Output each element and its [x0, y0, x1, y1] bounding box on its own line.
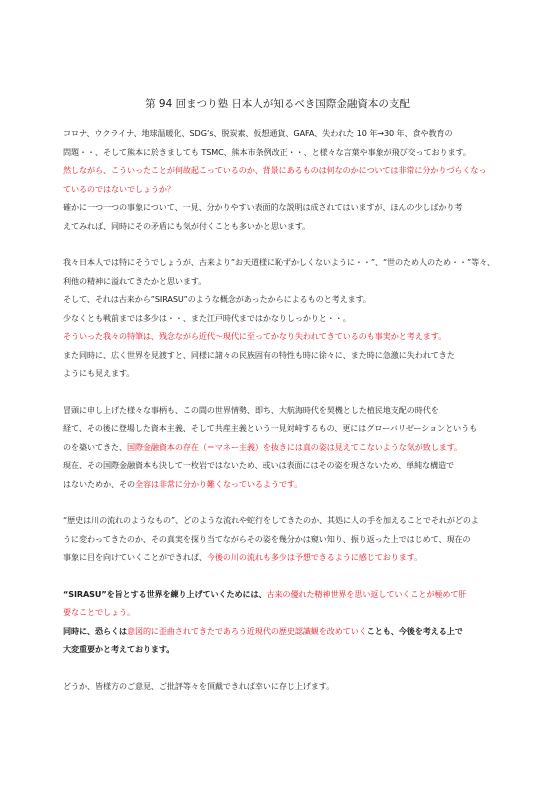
paragraph — [63, 124, 503, 235]
body-text: 大変重要かと考えております。 — [63, 644, 175, 654]
text-line — [63, 143, 503, 162]
text-line — [63, 346, 503, 365]
paragraph — [63, 253, 503, 383]
text-line — [63, 198, 503, 217]
body-text: ことも、今後を考える上で — [366, 625, 463, 636]
paragraph — [63, 511, 503, 567]
highlighted-text: 今後の川の流れも多少は予想できるように感じております。 — [206, 552, 423, 562]
text-line — [63, 124, 503, 143]
text-line — [63, 511, 503, 530]
highlighted-text: 全容は非常に分かり難くなっているようです。 — [134, 478, 303, 489]
text-line — [63, 364, 503, 383]
paragraph — [63, 677, 503, 696]
body-text: 少なくとも戦前までは多少は・・、また江戸時代まではかなりしっかりと・・。 — [63, 312, 351, 323]
body-text: 我々日本人では特にそうでしょうが、古来より”お天道様に恥ずかしくないように・・”、“世のため人のため・・”等々、 — [63, 257, 496, 267]
text-line — [63, 309, 503, 328]
text-line — [63, 327, 503, 346]
body-text: “歴史は川の流れのようなもの”、どのような流れや蛇行をしてきたのか、其処に人の手を加えることでそれがどのよ — [63, 515, 479, 525]
body-text: うに変わってきたのか、その真実を探り当てながらその姿を幾分かは窺い知り、振り返った上ではじめて、現在の — [63, 533, 471, 544]
body-text: ようにも見えます。 — [63, 368, 135, 378]
page-title: 第 94 回まつり塾 日本人が知るべき国際金融資本の支配 — [145, 98, 410, 110]
body-text: 利他の精神に溢れてきたかと思います。 — [63, 275, 207, 286]
text-line — [63, 419, 503, 438]
body-text: はないためか、その — [63, 478, 135, 489]
document-body — [63, 124, 503, 695]
body-text: コロナ、ウクライナ、地球温暖化、SDG’s、脱炭素、仮想通貨、GAFA、失われた 10 年→30 年、食や教育の — [63, 128, 453, 138]
body-text: えてみれば、同時にその矛盾にも気が付くことも多いかと思います。 — [63, 220, 311, 231]
body-text: “SIRASU”を旨とする世界を練り上げていくためには、 — [63, 588, 267, 599]
paragraph — [63, 585, 503, 659]
highlighted-text: ているのではないでしょうか？ — [63, 183, 175, 194]
text-line — [63, 622, 503, 641]
paragraph-gap — [63, 383, 503, 401]
text-line — [63, 530, 503, 549]
body-text: 確かに一つ一つの事象について、一見、分かりやすい表面的な説明は成されてはいますが、ほんの少しばかり考 — [63, 202, 463, 212]
text-line — [63, 401, 503, 420]
body-text: 経て、その後に登場した資本主義、そして共産主義という一見対峙するもの、更にはグローバリゼーションというも — [63, 423, 478, 433]
text-line — [63, 272, 503, 291]
text-line — [63, 585, 503, 604]
text-line — [63, 180, 503, 199]
text-line — [63, 253, 503, 272]
highlighted-text: 古来の優れた精神世界を思い返していくことが極めて肝 — [266, 588, 467, 599]
paragraph — [63, 401, 503, 494]
body-text: そして、それは古来から”SIRASU”のような概念があったからによるものと考えます。 — [63, 294, 371, 304]
paragraph-gap — [63, 235, 503, 253]
highlighted-text: 国際金融資本の存在（＝マネー主義）を抜きには真の姿は見えてこないような気が致します。 — [126, 441, 463, 452]
highlighted-text: 意図的に歪曲されてきたであろう近現代の歴史認識観を改めていく — [126, 625, 367, 636]
highlighted-text: そういった我々の特筆は、残念ながら近代～現代に至ってかなり失われてきているのも事実かと考えます。 — [63, 331, 447, 341]
text-line — [63, 677, 503, 696]
body-text: どうか、皆様方のご意見、ご批評等々を頂戴できれば幸いに存じ上げます。 — [63, 680, 335, 691]
body-text: 問題・・、そして熊本に於きましても TSMC、熊本市条例改正・・、と様々な言葉や事象が飛び交っております。 — [63, 146, 471, 157]
highlighted-text: 然しながら、こういったことが何故起こっているのか、背景にあるものは何なのかについては非常に分かりづらくなっ — [63, 165, 487, 175]
text-line — [63, 290, 503, 309]
text-line — [63, 438, 503, 457]
paragraph-gap — [63, 659, 503, 677]
body-text: また同時に、広く世界を見渡すと、同様に諸々の民族固有の特性も時に徐々に、また時に急激に失われてきた — [63, 349, 455, 360]
body-text: のを築いてきた、 — [63, 441, 127, 452]
paragraph-gap — [63, 567, 503, 585]
body-text: 現在、その国際金融資本も決して一枚岩ではないため、或いは表面にはその姿を現さないため、単純な構造で — [63, 460, 455, 470]
paragraph-gap — [63, 493, 503, 511]
body-text: 事象に目を向けていくことができれば、 — [63, 552, 207, 562]
text-line — [63, 548, 503, 567]
text-line — [63, 475, 503, 494]
highlighted-text: 要なことでしょう。 — [63, 607, 135, 617]
body-text: 同時に、恐らくは — [63, 625, 127, 636]
body-text: 冒頭に申し上げた様々な事柄も、この間の世界情勢、即ち、大航海時代を契機とした植民地支配の時代を — [63, 404, 439, 415]
text-line — [63, 640, 503, 659]
text-line — [63, 217, 503, 236]
text-line — [63, 161, 503, 180]
text-line — [63, 603, 503, 622]
text-line — [63, 456, 503, 475]
